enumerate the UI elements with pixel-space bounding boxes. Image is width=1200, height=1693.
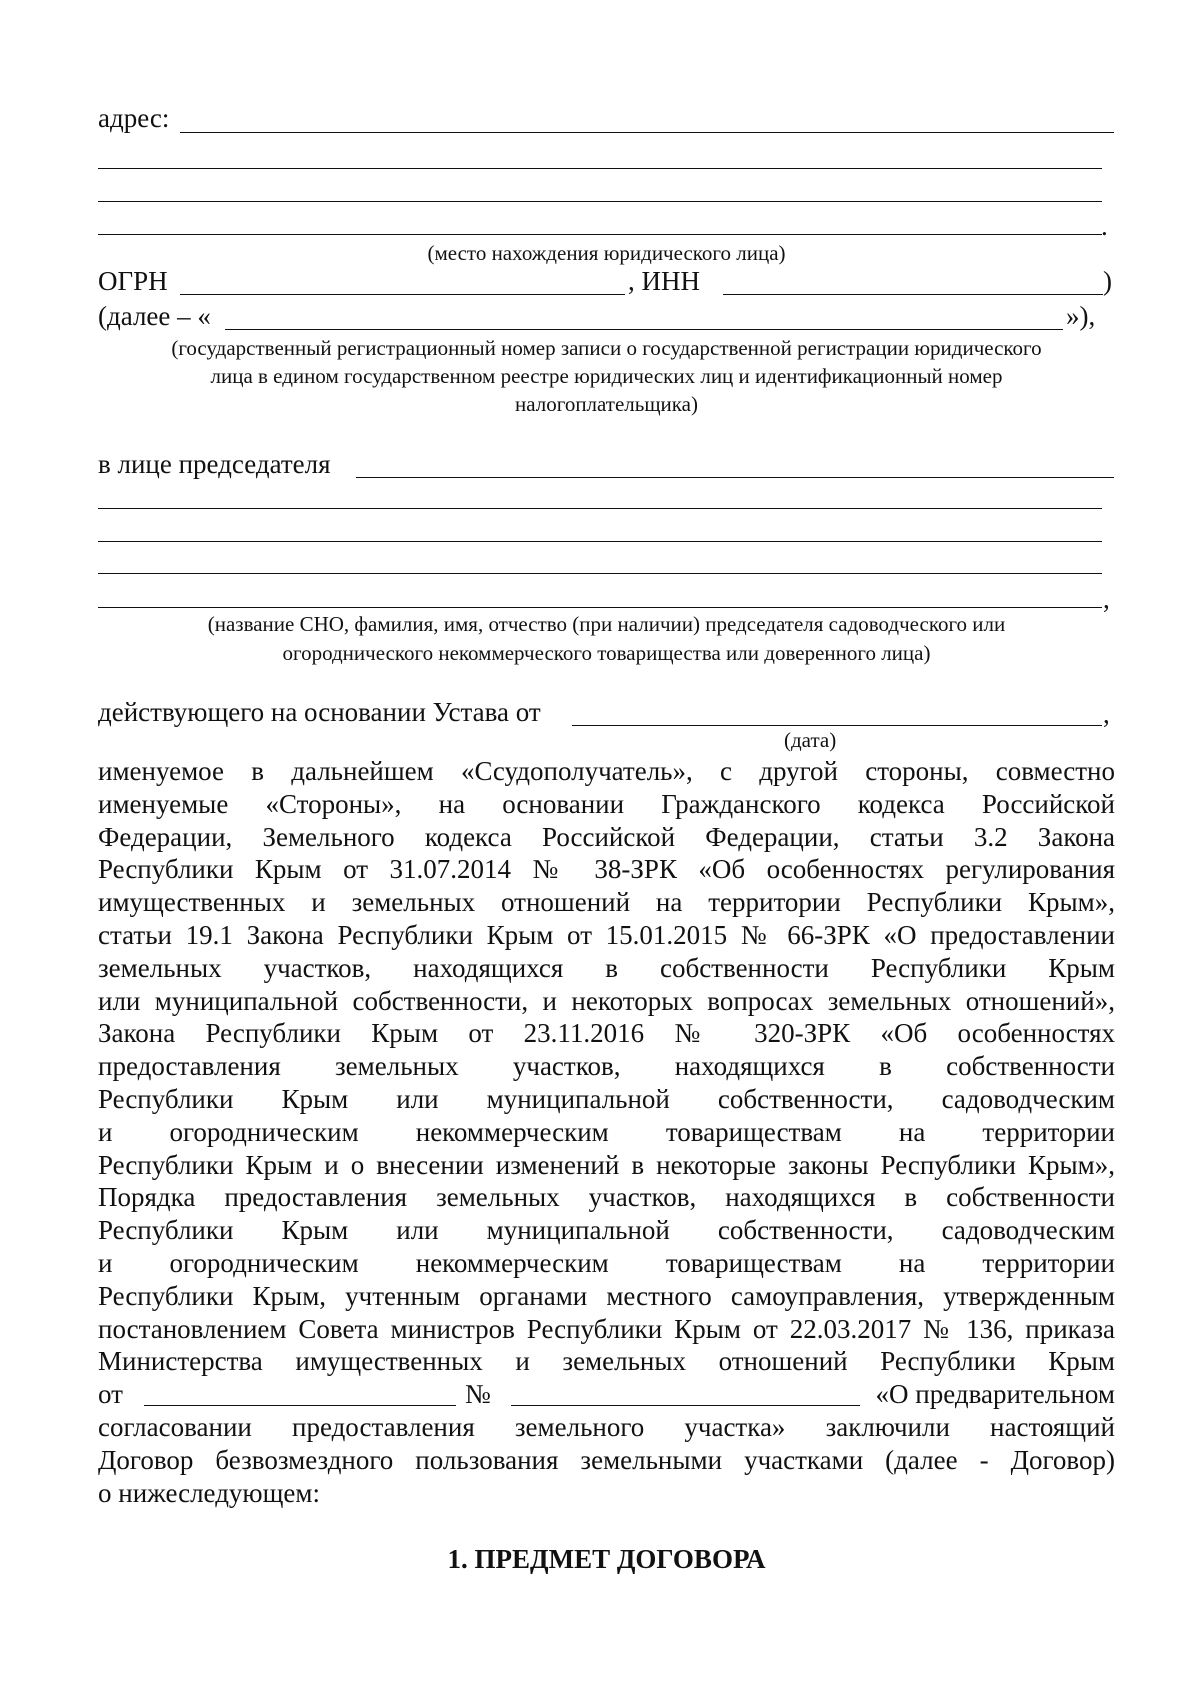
charter-date-line bbox=[572, 725, 1102, 726]
body-line: и огородническим некоммерческим товариществам на территории bbox=[98, 1247, 1115, 1278]
further-line bbox=[225, 329, 1063, 330]
chairman-label: в лице председателя bbox=[98, 449, 331, 479]
ogrn-line bbox=[180, 294, 625, 295]
chairman-caption-2: огороднического некоммерческого товарищества или доверенного лица) bbox=[282, 641, 931, 665]
inn-close-paren: ) bbox=[1103, 266, 1112, 296]
order-from-label: от bbox=[98, 1379, 123, 1410]
body-line: предоставления земельных участков, находящихся в собственности bbox=[98, 1051, 1115, 1082]
inn-label: , ИНН bbox=[628, 266, 700, 296]
charter-label: действующего на основании Устава от bbox=[98, 697, 541, 727]
chairman-line-2 bbox=[98, 508, 1102, 509]
body-line: Закона Республики Крым от 23.11.2016 № 320-ЗРК «Об особенностях bbox=[98, 1018, 1115, 1049]
inn-line bbox=[723, 294, 1103, 295]
charter-date-caption: (дата) bbox=[784, 728, 837, 752]
body-line: Договор безвозмездного пользования земельными участками (далее - Договор) bbox=[98, 1444, 1115, 1475]
registration-caption-1: (государственный регистрационный номер записи о государственной регистрации юридического bbox=[171, 336, 1042, 360]
body-line: именуемые «Стороны», на основании Гражданского кодекса Российской bbox=[98, 788, 1115, 819]
address-line-1 bbox=[180, 132, 1114, 133]
body-line: статьи 19.1 Закона Республики Крым от 15.01.2015 № 66-ЗРК «О предоставлении bbox=[98, 919, 1115, 950]
body-line: Республики Крым или муниципальной собственности, садоводческим bbox=[98, 1083, 1115, 1114]
address-period: . bbox=[1101, 211, 1108, 241]
address-caption: (место нахождения юридического лица) bbox=[427, 241, 786, 265]
charter-comma: , bbox=[1103, 699, 1110, 729]
order-line bbox=[98, 1378, 1115, 1411]
body-line: и огородническим некоммерческим товариществам на территории bbox=[98, 1116, 1115, 1147]
order-title-start: «О предварительном bbox=[875, 1379, 1115, 1410]
body-line: Порядка предоставления земельных участков, находящихся в собственности bbox=[98, 1182, 1115, 1213]
further-label: (далее – « bbox=[98, 301, 211, 331]
body-line: именуемое в дальнейшем «Ссудополучатель», с другой стороны, совместно bbox=[98, 756, 1115, 786]
body-line: Республики Крым или муниципальной собственности, садоводческим bbox=[98, 1215, 1115, 1246]
body-line: согласовании предоставления земельного участка» заключили настоящий bbox=[98, 1411, 1115, 1442]
address-line-2 bbox=[98, 168, 1102, 169]
body-line: имущественных и земельных отношений на территории Республики Крым», bbox=[98, 887, 1115, 918]
body-line: Федерации, Земельного кодекса Российской Федерации, статьи 3.2 Закона bbox=[98, 821, 1115, 852]
chairman-line-5 bbox=[98, 607, 1102, 608]
registration-caption-3: налогоплательщика) bbox=[515, 392, 698, 416]
order-number-label: № bbox=[465, 1379, 491, 1410]
body-line: Республики Крым, учтенным органами местного самоуправления, утвержденным bbox=[98, 1280, 1115, 1311]
body-line: Республики Крым от 31.07.2014 № 38-ЗРК «Об особенностях регулирования bbox=[98, 854, 1115, 885]
body-line: Республики Крым и о внесении изменений в некоторые законы Республики Крым», bbox=[98, 1149, 1115, 1180]
section-heading: 1. ПРЕДМЕТ ДОГОВОРА bbox=[447, 1544, 766, 1574]
ogrn-label: ОГРН bbox=[98, 266, 168, 296]
body-line: земельных участков, находящихся в собственности Республики Крым bbox=[98, 952, 1115, 983]
chairman-comma: , bbox=[1103, 584, 1110, 614]
body-line: постановлением Совета министров Республики Крым от 22.03.2017 № 136, приказа bbox=[98, 1313, 1115, 1344]
chairman-line-3 bbox=[98, 541, 1102, 542]
body-line-last: о нижеследующем: bbox=[98, 1477, 320, 1508]
address-label: адрес: bbox=[98, 103, 170, 133]
address-line-3 bbox=[98, 201, 1102, 202]
body-line: Министерства имущественных и земельных отношений Республики Крым bbox=[98, 1346, 1115, 1377]
chairman-line-4 bbox=[98, 573, 1102, 574]
further-close: »), bbox=[1066, 301, 1096, 331]
chairman-caption-1: (название СНО, фамилия, имя, отчество (при наличии) председателя садоводческого или bbox=[207, 612, 1006, 636]
address-line-4 bbox=[98, 234, 1102, 235]
order-number-blank bbox=[511, 1405, 860, 1406]
preamble-paragraph bbox=[98, 755, 1115, 1509]
body-line: или муниципальной собственности, и некоторых вопросах земельных отношений», bbox=[98, 985, 1115, 1016]
registration-caption-2: лица в едином государственном реестре юридических лиц и идентификационный номер bbox=[210, 364, 1003, 388]
chairman-line-1 bbox=[356, 477, 1114, 478]
order-date-blank bbox=[144, 1405, 456, 1406]
